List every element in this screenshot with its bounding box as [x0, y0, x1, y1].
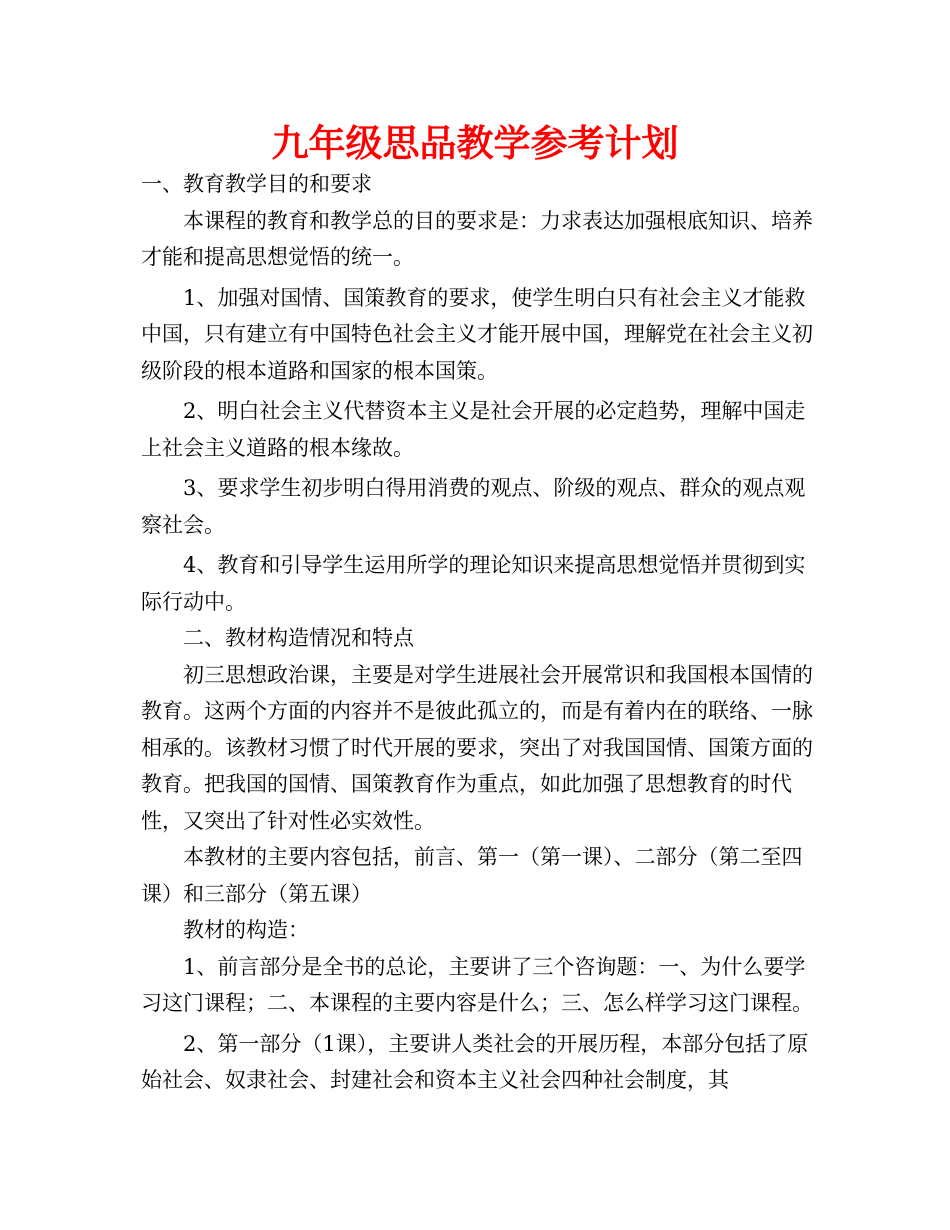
paragraph: 1、加强对国情、国策教育的要求，使学生明白只有社会主义才能救中国，只有建立有中国特色社会主义才能开展中国，理解党在社会主义初级阶段的根本道路和国家的根本国策。	[141, 285, 813, 383]
paragraph: 本课程的教育和教学总的目的要求是：力求表达加强根底知识、培养才能和提高思想觉悟的统一。	[141, 208, 813, 269]
section-heading-1: 一、教育教学目的和要求	[141, 172, 372, 196]
paragraph: 本教材的主要内容包括，前言、第一（第一课）、二部分（第二至四课）和三部分（第五课）	[141, 845, 803, 906]
section-heading-2: 二、教材构造情况和特点	[183, 626, 414, 650]
paragraph: 1、前言部分是全书的总论，主要讲了三个咨询题：一、为什么要学习这门课程；二、本课程的主要内容是什么；三、怎么样学习这门课程。	[141, 954, 813, 1015]
paragraph: 教材的构造：	[183, 918, 309, 942]
paragraph: 初三思想政治课，主要是对学生进展社会开展常识和我国根本国情的教育。这两个方面的内容并不是彼此孤立的，而是有着内在的联络、一脉相承的。该教材习惯了时代开展的要求，突出了对我国国情、国策方面的教育。把我国的国情、国策教育作为重点，如此加强了思想教育的时代性，又突出了针对性必实效性。	[141, 662, 813, 833]
page-title: 九年级思品教学参考计划	[271, 122, 679, 165]
paragraph: 3、要求学生初步明白得用消费的观点、阶级的观点、群众的观点观察社会。	[141, 476, 806, 537]
document-body	[141, 166, 821, 1099]
paragraph: 4、教育和引导学生运用所学的理论知识来提高思想觉悟并贯彻到实际行动中。	[141, 553, 806, 614]
paragraph: 2、明白社会主义代替资本主义是社会开展的必定趋势，理解中国走上社会主义道路的根本缘故。	[141, 399, 806, 460]
paragraph: 2、第一部分（1课），主要讲人类社会的开展历程，本部分包括了原始社会、奴隶社会、封建社会和资本主义社会四种社会制度，其	[141, 1031, 809, 1092]
